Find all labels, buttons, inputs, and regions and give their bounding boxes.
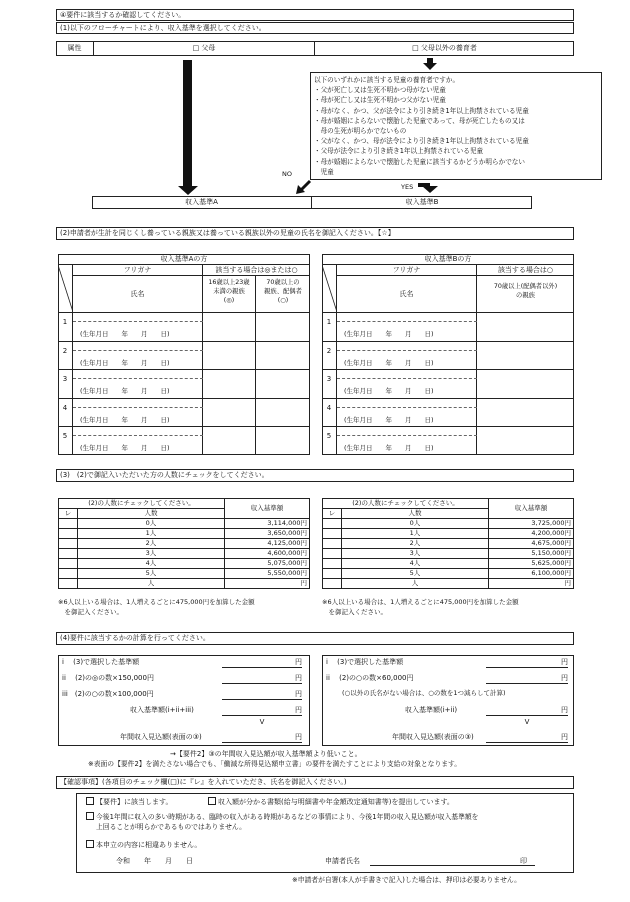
- table-row: [59, 539, 310, 549]
- question-line: ・父がなく、かつ、母が法令により引き続き1年以上拘禁されている児童: [314, 137, 529, 146]
- question-line: 児童: [314, 167, 334, 176]
- table-row: [323, 569, 574, 579]
- arrow-down-icon: [422, 186, 438, 193]
- question-line: ・母が婚姻によらないで懐胎した児童に該当するかどうか明らかでない: [314, 157, 525, 166]
- age16-23-mark-cell[interactable]: [203, 341, 256, 370]
- calc-b-field2[interactable]: 円: [486, 674, 568, 684]
- check-cell[interactable]: [59, 539, 78, 549]
- note-line: を御記入ください。: [58, 608, 123, 616]
- future-income-checkbox[interactable]: [86, 812, 94, 820]
- calc-a-line1: i (3)で選択した基準額: [62, 658, 140, 666]
- header-line: の親族: [516, 292, 535, 299]
- calc-a-field3[interactable]: 円: [222, 690, 302, 700]
- name-header: 氏名: [73, 276, 203, 312]
- birth-date-field[interactable]: (生年月日 年 月 日): [80, 415, 170, 424]
- count-cell: 5人: [78, 569, 225, 579]
- flowchart-instruction: (1)以下のフローチャートにより、収入基準を選択してください。: [60, 24, 266, 32]
- check-cell[interactable]: [59, 569, 78, 579]
- table-row: [59, 569, 310, 579]
- age70-mark-cell[interactable]: [477, 426, 574, 455]
- amount-cell: 3,725,000円: [489, 519, 574, 529]
- header-line: 70歳以上(配偶者以外): [493, 283, 558, 290]
- calc-a-annual-field[interactable]: 円: [222, 733, 302, 743]
- table-row: [323, 539, 574, 549]
- check-cell[interactable]: [59, 559, 78, 569]
- requirement2-note: ※表面の【要件2】を満たさない場合でも、「働減な所得見込額申立書」の要件を満たすことにより支給の対象となります。: [88, 760, 462, 768]
- yes-label: YES: [401, 183, 414, 191]
- calc-b-line1: i (3)で選択した基準額: [326, 658, 404, 666]
- amount-cell: 4,675,000円: [489, 539, 574, 549]
- question-line: ・父母が法令により引き続き1年以上拘禁されている児童: [314, 147, 484, 156]
- check-cell[interactable]: [323, 549, 342, 559]
- table-row: [323, 549, 574, 559]
- furigana-divider: [73, 407, 203, 408]
- age70-col-header-b: [477, 276, 574, 312]
- amount-cell: 3,650,000円: [225, 529, 310, 539]
- age16-23-mark-cell[interactable]: [203, 426, 256, 455]
- table-row: [323, 519, 574, 529]
- check-cell[interactable]: [59, 529, 78, 539]
- age16-23-mark-cell[interactable]: [203, 398, 256, 427]
- footnote: ※申請者が自署(本人が手書きで記入)した場合は、押印は必要ありません。: [292, 876, 521, 884]
- check-cell[interactable]: [323, 569, 342, 579]
- header-line: 70歳以上の: [266, 279, 300, 286]
- check-cell[interactable]: [59, 549, 78, 559]
- check-col-header: レ: [323, 509, 342, 519]
- furigana-divider: [73, 435, 203, 436]
- applicable-header-b: 該当する場合は○: [477, 265, 574, 276]
- standard-a: 収入基準A: [92, 196, 312, 209]
- count-cell: 5人: [342, 569, 489, 579]
- signer-label: 申請者氏名: [325, 857, 360, 865]
- count-col-header: 人数: [342, 509, 489, 519]
- table-row: [323, 559, 574, 569]
- section4-title: ④要件に該当するか確認してください。: [60, 11, 186, 19]
- section4calc-title: (4)要件に該当するかの計算を行ってください。: [60, 634, 210, 642]
- count-cell: 2人: [342, 539, 489, 549]
- birth-date-field[interactable]: (生年月日 年 月 日): [344, 444, 434, 453]
- check-cell[interactable]: [59, 579, 78, 589]
- header-line: 親族、配偶者: [264, 288, 302, 295]
- signer-name-field[interactable]: [370, 856, 535, 866]
- confirm-item1a: [86, 797, 172, 807]
- check-header: (2)の人数にチェックしてください。: [323, 499, 489, 509]
- confirm-item2-line: 上回ることが明らかであるものではありません。: [96, 823, 246, 831]
- amount-cell: 円: [225, 579, 310, 589]
- calc-a-line3: iii (2)の○の数×100,000円: [62, 690, 154, 698]
- calc-b-annual-label: 年間収入見込額(表面の③): [392, 733, 474, 741]
- flow-arrow-shaft-a: [183, 60, 192, 188]
- count-cell: 人: [342, 579, 489, 589]
- amount-cell: 4,600,000円: [225, 549, 310, 559]
- amount-cell: 6,100,000円: [489, 569, 574, 579]
- note-line: を御記入ください。: [322, 608, 387, 616]
- furigana-divider: [337, 378, 477, 379]
- section3-title-box: [56, 469, 574, 482]
- row-number: 3: [58, 369, 73, 398]
- age70-mark-cell[interactable]: [477, 369, 574, 398]
- option-parent-checkbox[interactable]: □ 父母: [94, 41, 315, 56]
- amount-cell: 3,114,000円: [225, 519, 310, 529]
- birth-date-field[interactable]: (生年月日 年 月 日): [80, 387, 170, 396]
- section4calc-title-box: [56, 632, 574, 645]
- calc-b-note: (○以外の氏名がない場合は、○の数を1つ減らして計算): [342, 689, 506, 697]
- requirement-checkbox[interactable]: [86, 797, 94, 805]
- table-row: [59, 549, 310, 559]
- count-cell: 1人: [342, 529, 489, 539]
- amount-cell: 5,075,000円: [225, 559, 310, 569]
- count-cell: 0人: [78, 519, 225, 529]
- table-row: [323, 579, 574, 589]
- birth-date-field[interactable]: (生年月日 年 月 日): [344, 387, 434, 396]
- note-line: ※6人以上いる場合は、1人増えるごとに475,000円を加算した金額: [322, 598, 519, 606]
- age16-23-mark-cell[interactable]: [203, 369, 256, 398]
- birth-date-field[interactable]: (生年月日 年 月 日): [344, 358, 434, 367]
- question-line: 以下のいずれかに該当する児童の養育者ですか。: [314, 76, 460, 84]
- check-cell[interactable]: [323, 519, 342, 529]
- age70-mark-cell[interactable]: [477, 312, 574, 341]
- amount-cell: 4,200,000円: [489, 529, 574, 539]
- question-line: ・母が死亡し又は生死不明かつ父がない児童: [314, 96, 446, 105]
- question-line: ・父が死亡し又は生死不明かつ母がない児童: [314, 86, 446, 95]
- count-cell: 0人: [342, 519, 489, 529]
- question-line: ・母がなく、かつ、父が法令により引き続き1年以上拘禁されている児童: [314, 106, 529, 115]
- note-b: [322, 597, 582, 617]
- option-other-guardian-checkbox[interactable]: □ 父母以外の養育者: [412, 44, 477, 52]
- header-line: (○): [277, 297, 289, 304]
- row-number: 5: [322, 426, 337, 455]
- age16-23-col-header: [203, 276, 256, 312]
- age70-mark-cell[interactable]: [256, 398, 310, 427]
- row-number: 1: [322, 312, 337, 341]
- count-cell: 4人: [342, 559, 489, 569]
- calc-b-total-field[interactable]: 円: [486, 706, 568, 716]
- amount-cell: 5,150,000円: [489, 549, 574, 559]
- confirm-item1a-text: 【要件】に該当します。: [96, 798, 173, 806]
- table-a-header: 収入基準Aの方: [58, 254, 310, 265]
- calc-a-total-field[interactable]: 円: [222, 706, 302, 716]
- standard-b: 収入基準B: [405, 198, 439, 206]
- confirm-item3-text: 本申立の内容に相違ありません。: [96, 841, 202, 849]
- furigana-header: フリガナ: [337, 265, 477, 276]
- less-than-symbol: V: [259, 718, 265, 726]
- amount-cell: 円: [489, 579, 574, 589]
- table-b-header: 収入基準Bの方: [322, 254, 574, 265]
- check-cell[interactable]: [323, 559, 342, 569]
- header-line: 未満の親族: [213, 288, 245, 295]
- arrow-no-icon: [294, 179, 314, 195]
- calc-a-line2: ii (2)の◎の数×150,000円: [62, 674, 154, 682]
- row-number: 3: [322, 369, 337, 398]
- check-col-header: レ: [59, 509, 78, 519]
- birth-date-field[interactable]: (生年月日 年 月 日): [344, 330, 434, 338]
- age70-mark-cell[interactable]: [256, 341, 310, 370]
- age70-mark-cell[interactable]: [477, 398, 574, 427]
- birth-date-field[interactable]: (生年月日 年 月 日): [80, 330, 170, 338]
- seal-mark: 印: [520, 857, 527, 865]
- confirm-item2: [86, 812, 571, 832]
- table-row: [59, 519, 310, 529]
- section2-title-box: [56, 227, 574, 240]
- check-header: (2)の人数にチェックしてください。: [59, 499, 225, 509]
- calc-b-total-label: 収入基準額(i+ii): [405, 706, 458, 714]
- no-label: NO: [282, 170, 292, 178]
- question-line: ・母が婚姻によらないで懐胎した児童であって、母が死亡したもの又は: [314, 116, 525, 125]
- requirement2-line: →【要件2】③の年間収入見込額が収入基準額より低いこと。: [170, 750, 362, 758]
- age70-col-header: [256, 276, 310, 312]
- furigana-divider: [73, 378, 203, 379]
- count-cell: 3人: [342, 549, 489, 559]
- age70-mark-cell[interactable]: [477, 341, 574, 370]
- calc-b-field1[interactable]: 円: [486, 658, 568, 668]
- amount-cell: 5,625,000円: [489, 559, 574, 569]
- date-line[interactable]: 令和 年 月 日: [116, 857, 193, 865]
- amount-header: 収入基準額: [489, 499, 574, 519]
- diagonal-line: [58, 265, 73, 312]
- section3-title: (3) (2)で御記入いただいた方の人数にチェックをしてください。: [60, 471, 269, 479]
- name-header: 氏名: [337, 276, 477, 312]
- less-than-symbol: V: [524, 718, 530, 726]
- eligibility-question-box: [310, 72, 602, 180]
- row-number: 5: [58, 426, 73, 455]
- amount-cell: 4,125,000円: [225, 539, 310, 549]
- confirm-item3: [86, 840, 201, 850]
- calc-a-annual-label: 年間収入見込額(表面の③): [120, 733, 202, 741]
- diagonal-line: [322, 265, 337, 312]
- count-cell: 人: [78, 579, 225, 589]
- row-number: 4: [58, 398, 73, 427]
- age70-mark-cell[interactable]: [256, 369, 310, 398]
- table-row: [323, 529, 574, 539]
- row-number: 2: [58, 341, 73, 370]
- section4-title-box: [56, 9, 574, 21]
- count-cell: 3人: [78, 549, 225, 559]
- age16-23-mark-cell[interactable]: [203, 312, 256, 341]
- birth-date-field[interactable]: (生年月日 年 月 日): [80, 444, 170, 453]
- arrow-down-icon: [423, 63, 437, 70]
- applicable-header-a: 該当する場合は◎または○: [203, 265, 310, 276]
- confirm-item1b: [208, 797, 454, 807]
- row-number: 4: [322, 398, 337, 427]
- header-line: 16歳以上23歳: [208, 279, 250, 286]
- row-number: 2: [322, 341, 337, 370]
- furigana-divider: [337, 435, 477, 436]
- calc-b-line2: ii (2)の○の数×60,000円: [326, 674, 414, 682]
- confirm-item2-line: 今後1年間に収入の多い時期がある、臨時の収入がある時期があるなどの事情により、今後1年間の収入見込額が収入基準額を: [96, 813, 479, 821]
- table-row: [59, 529, 310, 539]
- check-cell[interactable]: [323, 539, 342, 549]
- arrow-down-icon: [178, 186, 198, 195]
- age70-mark-cell[interactable]: [256, 426, 310, 455]
- count-cell: 4人: [78, 559, 225, 569]
- confirm-title: 【確認事項】(各項目のチェック欄(□)に『レ』を入れていただき、氏名を御記入ください。): [60, 778, 347, 786]
- note-line: ※6人以上いる場合は、1人増えるごとに475,000円を加算した金額: [58, 598, 255, 606]
- check-cell[interactable]: [323, 529, 342, 539]
- furigana-divider: [73, 321, 203, 322]
- age70-mark-cell[interactable]: [256, 312, 310, 341]
- count-cell: 2人: [78, 539, 225, 549]
- furigana-header: フリガナ: [73, 265, 203, 276]
- calc-b-annual-field[interactable]: 円: [486, 733, 568, 743]
- documents-checkbox[interactable]: [208, 797, 216, 805]
- income-standard-table: [322, 498, 574, 589]
- confirm-title-box: [56, 776, 574, 789]
- calc-a-total-label: 収入基準額(i+ii+iii): [130, 706, 194, 714]
- question-line: 母の生死が明らかでないもの: [314, 127, 407, 136]
- header-line: (◎): [223, 297, 235, 304]
- section2-title: (2)申請者が生計を同じくし養っている親族又は養っている親族以外の児童の氏名を御記入ください。【☆】: [60, 229, 395, 237]
- attribute-label: 属性: [56, 41, 94, 56]
- count-col-header: 人数: [78, 509, 225, 519]
- table-row: [59, 559, 310, 569]
- note-a: [58, 597, 310, 617]
- calc-a-field1[interactable]: 円: [222, 658, 302, 668]
- row-number: 1: [58, 312, 73, 341]
- amount-cell: 5,550,000円: [225, 569, 310, 579]
- table-row: [59, 579, 310, 589]
- furigana-divider: [337, 321, 477, 322]
- amount-header: 収入基準額: [225, 499, 310, 519]
- furigana-divider: [73, 350, 203, 351]
- check-cell[interactable]: [59, 519, 78, 529]
- statement-checkbox[interactable]: [86, 840, 94, 848]
- check-cell[interactable]: [323, 579, 342, 589]
- furigana-divider: [337, 350, 477, 351]
- flowchart-instruction-box: [56, 22, 574, 34]
- income-standard-table: [58, 498, 310, 589]
- birth-date-field[interactable]: (生年月日 年 月 日): [80, 358, 170, 367]
- furigana-divider: [337, 407, 477, 408]
- confirm-item1b-text: 収入額が分かる書類(給与明細書や年金額改定通知書等)を提出しています。: [218, 798, 454, 806]
- birth-date-field[interactable]: (生年月日 年 月 日): [344, 415, 434, 424]
- calc-a-field2[interactable]: 円: [222, 674, 302, 684]
- count-cell: 1人: [78, 529, 225, 539]
